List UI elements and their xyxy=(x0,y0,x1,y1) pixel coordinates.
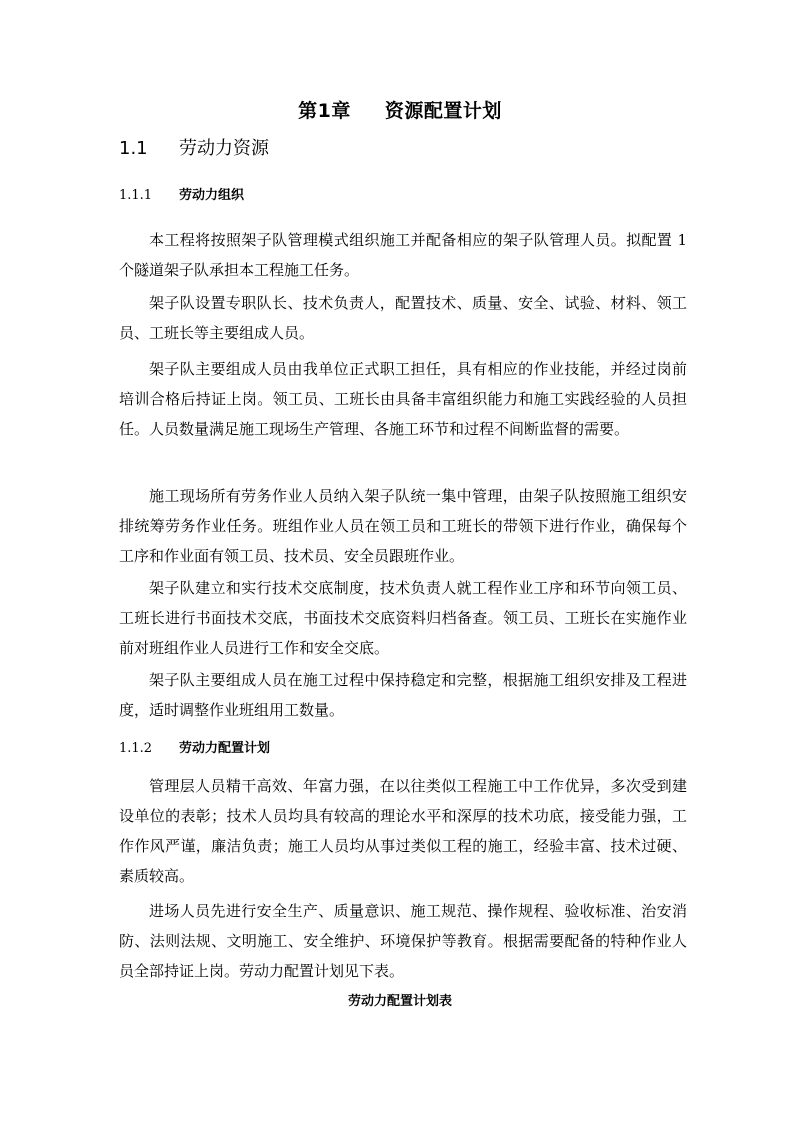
paragraph: 架子队建立和实行技术交底制度，技术负责人就工程作业工序和环节向领工员、工班长进行书面技术交底，书面技术交底资料归档备查。领工员、工班长在实施作业前对班组作业人员进行工作和安全交底。 xyxy=(119,579,687,657)
chapter-number: 第1章 xyxy=(298,100,351,122)
section-heading xyxy=(119,134,269,160)
subsection-number: 1.1.2 xyxy=(119,741,153,756)
table-caption: 劳动力配置计划表 xyxy=(347,994,452,1009)
paragraph: 管理层人员精干高效、年富力强，在以往类似工程施工中工作优异，多次受到建设单位的表彰；技术人员均具有较高的理论水平和深厚的技术功底，接受能力强，工作作风严谨，廉洁负责；施工人员均从事过类似工程的施工，经验丰富、技术过硬、素质较高。 xyxy=(119,777,687,885)
paragraph: 架子队设置专职队长、技术负责人，配置技术、质量、安全、试验、材料、领工员、工班长等主要组成人员。 xyxy=(119,294,687,342)
paragraph: 本工程将按照架子队管理模式组织施工并配备相应的架子队管理人员。拟配置 1 个隧道架子队承担本工程施工任务。 xyxy=(119,231,687,279)
section-number: 1.1 xyxy=(119,138,148,159)
section-title-text: 劳动力资源 xyxy=(179,138,269,159)
subsection-title: 劳动力配置计划 xyxy=(179,741,271,756)
paragraph: 施工现场所有劳务作业人员纳入架子队统一集中管理，由架子队按照施工组织安排统筹劳务作业任务。班组作业人员在领工员和工班长的带领下进行作业，确保每个工序和作业面有领工员、技术员、安全员跟班作业。 xyxy=(119,487,687,565)
subsection-heading xyxy=(119,184,244,203)
subsection-heading xyxy=(119,737,270,756)
subsection-number: 1.1.1 xyxy=(119,188,153,203)
paragraph: 进场人员先进行安全生产、质量意识、施工规范、操作规程、验收标准、治安消防、法则法规、文明施工、安全维护、环境保护等教育。根据需要配备的特种作业人员全部持证上岗。劳动力配置计划见下表。 xyxy=(119,902,687,980)
paragraph: 架子队主要组成人员由我单位正式职工担任，具有相应的作业技能，并经过岗前培训合格后持证上岗。领工员、工班长由具备丰富组织能力和施工实践经验的人员担任。人员数量满足施工现场生产管理、各施工环节和过程不间断监督的需要。 xyxy=(119,360,687,438)
paragraph: 架子队主要组成人员在施工过程中保持稳定和完整，根据施工组织安排及工程进度，适时调整作业班组用工数量。 xyxy=(119,671,687,719)
chapter-title-text: 资源配置计划 xyxy=(384,100,502,122)
subsection-title: 劳动力组织 xyxy=(179,188,245,203)
chapter-title xyxy=(0,96,800,123)
